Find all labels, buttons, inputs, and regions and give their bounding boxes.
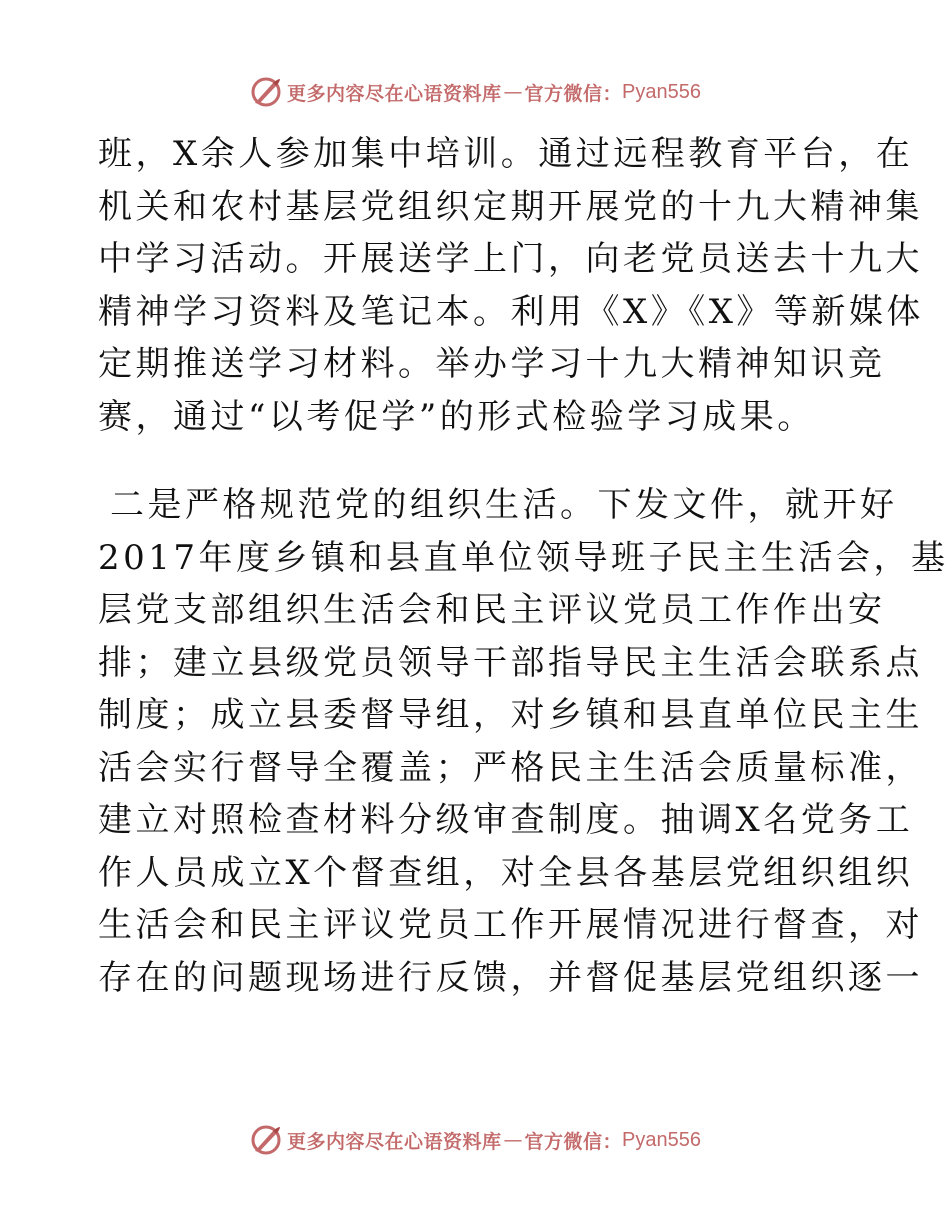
- header-watermark: [0, 72, 950, 112]
- text-line: 机关和农村基层党组织定期开展党的十九大精神集: [98, 186, 923, 227]
- watermark-text: 更多内容尽在心语资料库: [287, 82, 502, 105]
- text-line: 定期推送学习材料。举办学习十九大精神知识竞: [98, 344, 886, 384]
- text-line: 班，X余人参加集中培训。通过远程教育平台，在: [98, 134, 914, 174]
- text-line: 二是严格规范党的组织生活。下发文件，就开好: [110, 485, 898, 525]
- text-line: 作人员成立X个督查组，对全县各基层党组织组织: [98, 852, 914, 893]
- text-line: 生活会和民主评议党员工作开展情况进行督查，对: [98, 905, 923, 945]
- paragraph-gap: [98, 443, 858, 479]
- quill-logo-icon: [249, 75, 283, 109]
- watermark-wechat-label: 官方微信：: [524, 82, 623, 105]
- paragraph: [98, 128, 924, 443]
- text-line: 制度；成立县委督导组，对乡镇和县直单位民主生: [98, 695, 923, 735]
- document-body: [98, 128, 949, 1004]
- text-line: 赛，通过“以考促学”的形式检验学习成果。: [98, 396, 815, 437]
- watermark-wechat-label: 官方微信：: [524, 1130, 623, 1153]
- text-line: 2017年度乡镇和县直单位领导班子民主生活会，基: [98, 537, 949, 578]
- watermark-separator: —: [503, 1129, 523, 1151]
- watermark-text: 更多内容尽在心语资料库: [287, 1130, 502, 1153]
- watermark-wechat-id: Pyan556: [622, 80, 701, 103]
- footer-watermark: [0, 1120, 950, 1160]
- text-line: 中学习活动。开展送学上门，向老党员送去十九大: [98, 239, 923, 279]
- text-line: 排；建立县级党员领导干部指导民主生活会联系点: [98, 642, 923, 683]
- text-line: 层党支部组织生活会和民主评议党员工作作出安: [98, 590, 886, 630]
- watermark-wechat-id: Pyan556: [622, 1128, 701, 1151]
- text-line: 建立对照检查材料分级审查制度。抽调X名党务工: [98, 800, 914, 840]
- paragraph: [98, 479, 949, 1004]
- watermark-separator: —: [503, 81, 523, 103]
- text-line: 精神学习资料及笔记本。利用《X》《X》等新媒体: [98, 291, 924, 332]
- quill-logo-icon: [249, 1123, 283, 1157]
- text-line: 存在的问题现场进行反馈，并督促基层党组织逐一: [98, 957, 923, 998]
- text-line: 活会实行督导全覆盖；严格民主生活会质量标准，: [98, 747, 923, 788]
